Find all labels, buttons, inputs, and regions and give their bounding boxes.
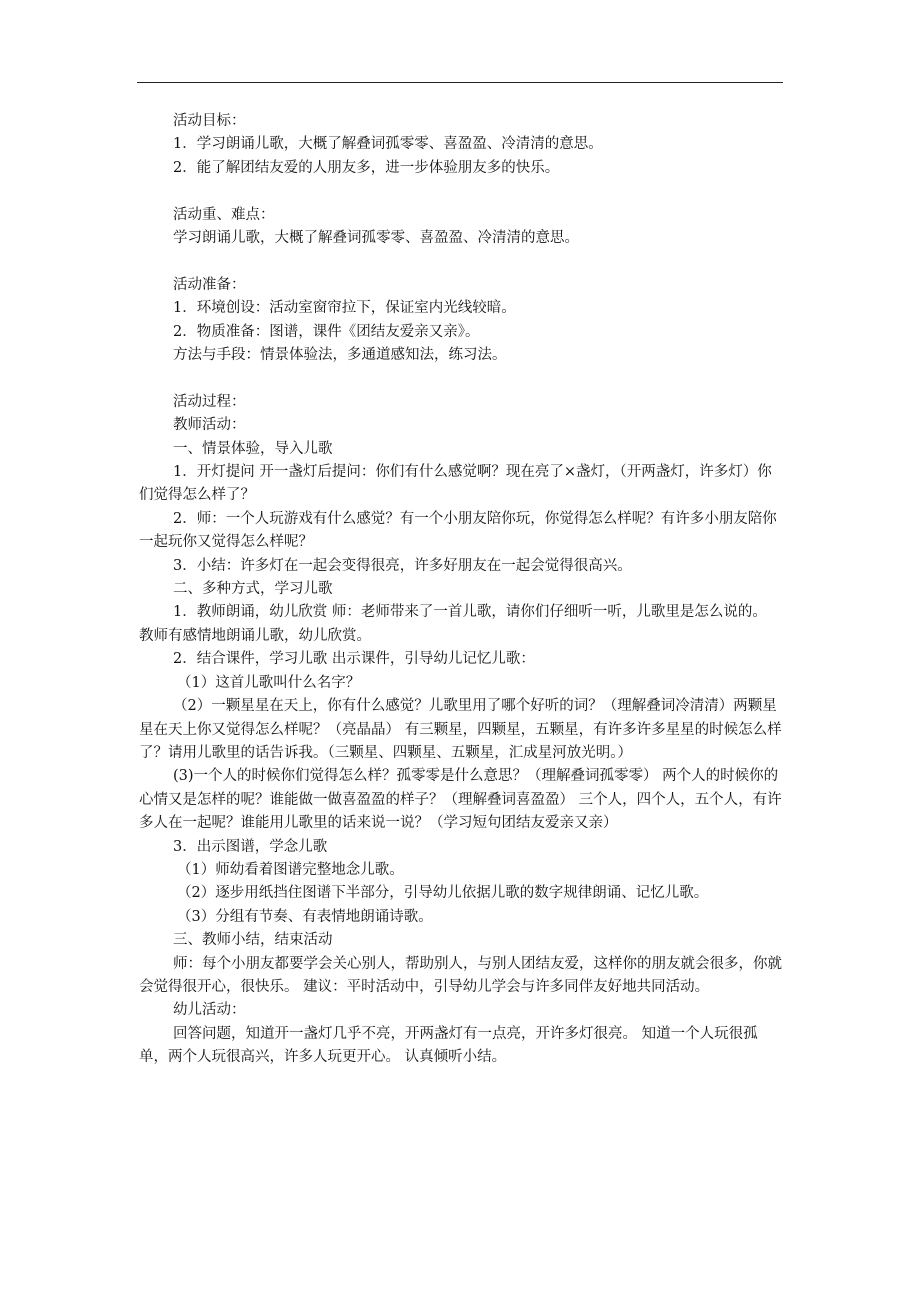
paragraph: （2）一颗星星在天上，你有什么感觉？儿歌里用了哪个好听的词？（理解叠词冷清清）两颗星星在天上你又觉得怎么样呢？（亮晶晶） 有三颗星，四颗星，五颗星，有许多许多星星的时候怎么样了？请用儿歌里的话告诉我。（三颗星、四颗星、五颗星，汇成星河放光明。） [139, 698, 782, 761]
paragraph: 3．出示图谱，学念儿歌 [173, 838, 328, 855]
paragraph: (3)一个人的时候你们觉得怎么样？孤零零是什么意思？（理解叠词孤零零） 两个人的时候你的心情又是怎样的呢？谁能做一做喜盈盈的样子？（理解叠词喜盈盈） 三个人，四个人，五个人，有许多人在一起呢？谁能用儿歌里的话来说一说？（学习短句团结友爱亲又亲） [139, 768, 782, 832]
blank-line [139, 367, 783, 390]
paragraph: 二、多种方式，学习儿歌 [173, 581, 333, 598]
paragraph: 回答问题，知道开一盏灯几乎不亮，开两盏灯有一点亮，开许多灯很亮。 知道一个人玩很孤单，两个人玩很高兴，许多人玩更开心。 认真倾听小结。 [139, 1025, 758, 1066]
paragraph: （2）逐步用纸挡住图谱下半部分，引导幼儿依据儿歌的数字规律朗诵、记忆儿歌。 [177, 885, 709, 902]
paragraph: 学习朗诵儿歌，大概了解叠词孤零零、喜盈盈、冷清清的意思。 [173, 230, 579, 247]
paragraph: 师：每个小朋友都要学会关心别人，帮助别人，与别人团结友爱，这样你的朋友就会很多，你就会觉得很开心，很快乐。 建议：平时活动中，引导幼儿学会与许多同伴友好地共同活动。 [139, 955, 782, 995]
paragraph: 1．学习朗诵儿歌，大概了解叠词孤零零、喜盈盈、冷清清的意思。 [173, 136, 603, 153]
paragraph: 一、情景体验，导入儿歌 [173, 440, 333, 457]
paragraph: 活动过程： [173, 393, 246, 410]
paragraph: 活动准备： [173, 276, 246, 293]
paragraph: 2．物质准备：图谱，课件《团结友爱亲又亲》。 [173, 323, 480, 340]
paragraph: 教师活动： [173, 417, 246, 434]
paragraph: 幼儿活动： [173, 1002, 246, 1019]
paragraph: 2．师：一个人玩游戏有什么感觉？有一个小朋友陪你玩，你觉得怎么样呢？有许多小朋友陪你一起玩你又觉得怎么样呢？ [139, 510, 777, 551]
document-body [139, 110, 783, 1070]
paragraph: 2．结合课件，学习儿歌 出示课件，引导幼儿记忆儿歌： [173, 651, 535, 668]
paragraph: 活动重、难点： [173, 206, 275, 223]
paragraph: （1）师幼看着图谱完整地念儿歌。 [177, 861, 404, 878]
paragraph: 三、教师小结，结束活动 [173, 932, 333, 949]
paragraph: 1．环境创设：活动室窗帘拉下，保证室内光线较暗。 [173, 300, 516, 317]
paragraph: （3）分组有节奏、有表情地朗诵诗歌。 [177, 908, 433, 925]
paragraph: 2．能了解团结友爱的人朋友多，进一步体验朋友多的快乐。 [173, 159, 560, 176]
paragraph: 1．开灯提问 开一盏灯后提问：你们有什么感觉啊？现在亮了×盏灯，（开两盏灯，许多灯）你们觉得怎么样了？ [139, 464, 772, 504]
paragraph: （1）这首儿歌叫什么名字？ [177, 674, 361, 691]
paragraph: 活动目标： [173, 113, 246, 129]
paragraph: 1．教师朗诵，幼儿欣赏 师：老师带来了一首儿歌，请你们仔细听一听，儿歌里是怎么说的。 教师有感情地朗诵儿歌，幼儿欣赏。 [139, 604, 767, 644]
blank-line [139, 180, 783, 203]
header-rule [137, 82, 783, 83]
blank-line [139, 250, 783, 273]
paragraph: 方法与手段：情景体验法，多通道感知法，练习法。 [173, 347, 507, 364]
paragraph: 3．小结：许多灯在一起会变得很亮，许多好朋友在一起会觉得很高兴。 [173, 557, 632, 574]
